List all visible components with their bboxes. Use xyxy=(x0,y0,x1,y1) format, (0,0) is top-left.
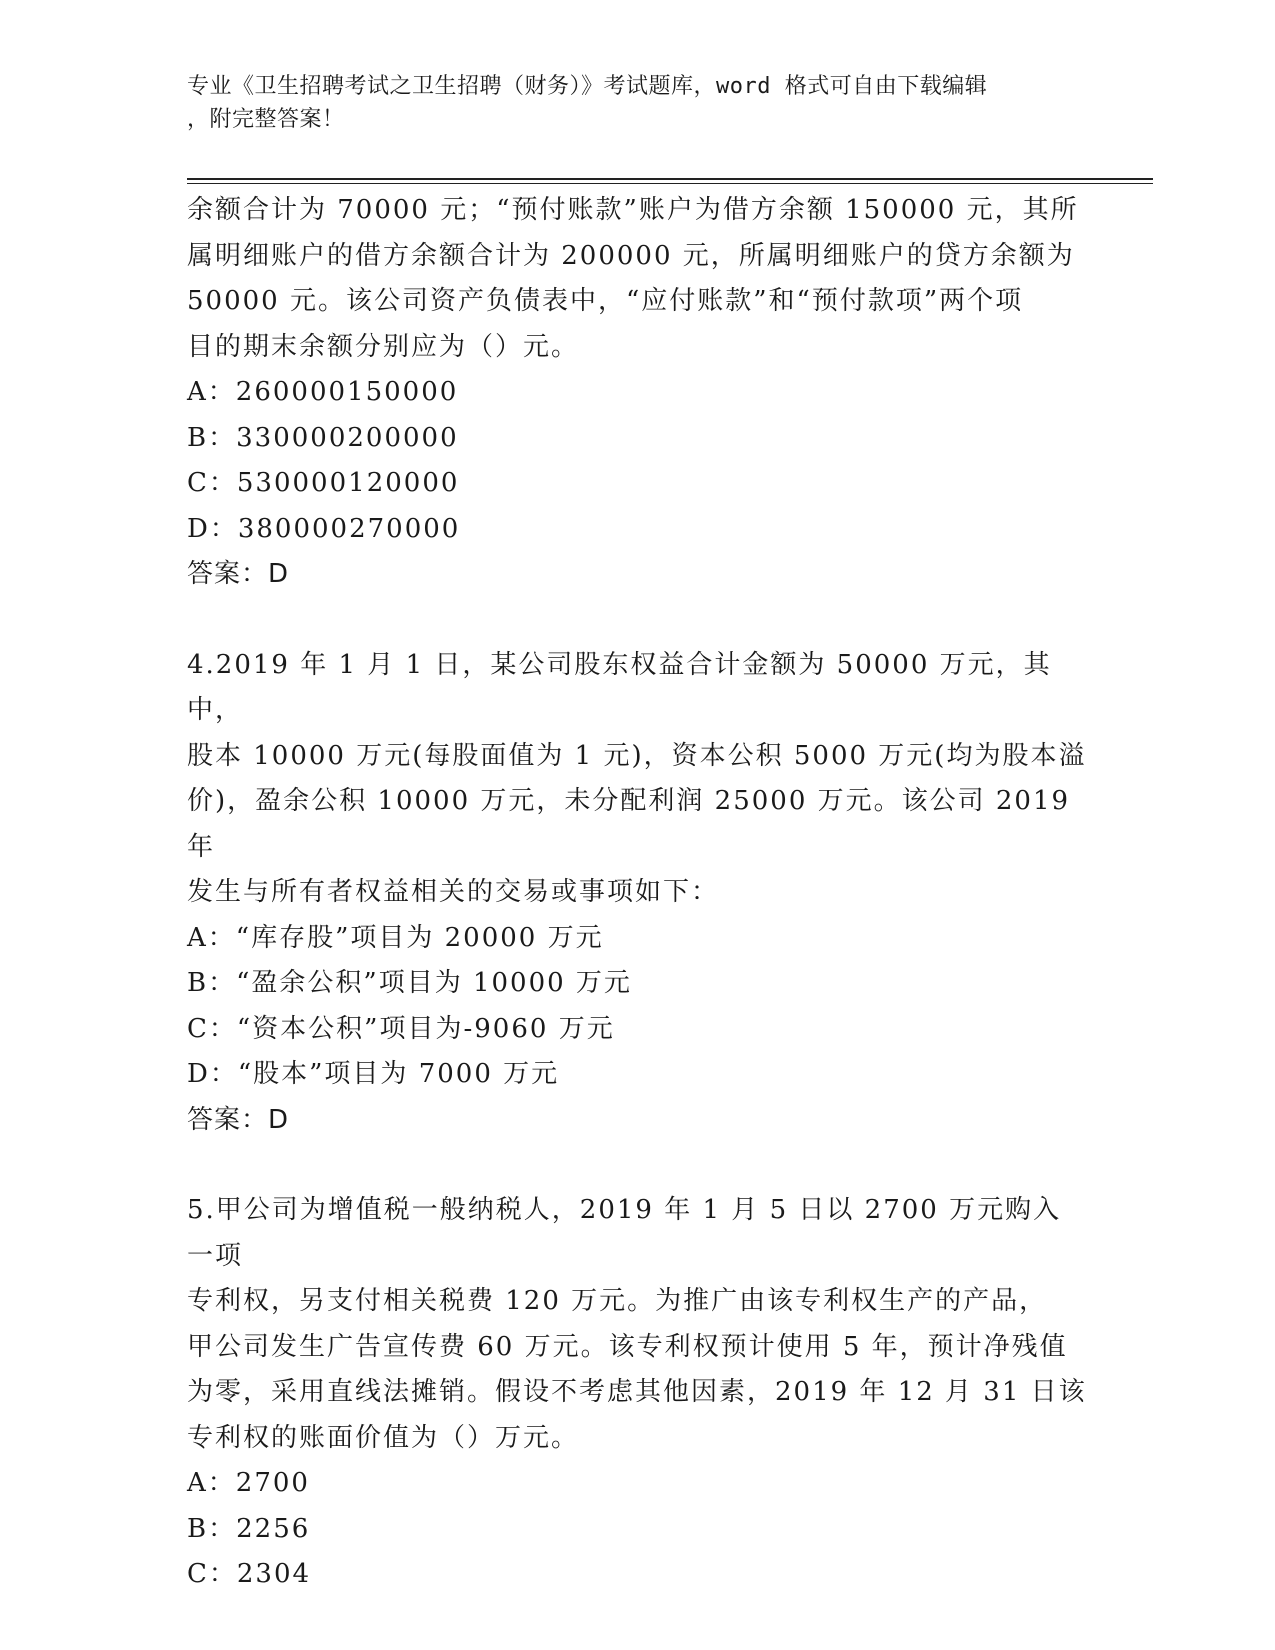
spacer xyxy=(187,1143,1087,1188)
question-4-line-4: 发生与所有者权益相关的交易或事项如下： xyxy=(187,877,720,907)
question-4-line-1: 4.2019 年 1 月 1 日，某公司股东权益合计金额为 50000 万元，其中， xyxy=(187,649,1052,725)
question-5-option-c: C：2304 xyxy=(187,1559,312,1589)
header-title-continuation: ，附完整答案！ xyxy=(187,107,345,132)
question-5 xyxy=(187,1188,1087,1598)
question-4-option-a: A：“库存股”项目为 20000 万元 xyxy=(187,922,604,953)
question-3-option-c: C：530000120000 xyxy=(187,468,460,498)
spacer xyxy=(187,598,1087,643)
question-5-line-2: 专利权，另支付相关税费 120 万元。为推广由该专利权生产的产品， xyxy=(187,1286,1048,1316)
question-3 xyxy=(187,188,1087,598)
question-3-line-2: 属明细账户的借方余额合计为 200000 元，所属明细账户的贷方余额为 xyxy=(187,240,1075,271)
header-title-line: 专业《卫生招聘考试之卫生招聘（财务）》考试题库，word 格式可自由下载编辑 xyxy=(187,74,988,99)
document-body xyxy=(187,188,1087,1598)
question-3-line-3: 50000 元。该公司资产负债表中，“应付账款”和“预付款项”两个项 xyxy=(187,286,1024,316)
question-5-line-4: 为零，采用直线法摊销。假设不考虑其他因素，2019 年 12 月 31 日该 xyxy=(187,1377,1087,1407)
question-5-line-3: 甲公司发生广告宣传费 60 万元。该专利权预计使用 5 年，预计净残值 xyxy=(187,1331,1068,1362)
question-3-option-a: A：260000150000 xyxy=(187,377,459,407)
question-3-option-b: B：330000200000 xyxy=(187,422,459,453)
question-4-option-b: B：“盈余公积”项目为 10000 万元 xyxy=(187,968,632,998)
document-header xyxy=(187,70,1087,136)
header-divider-thin xyxy=(187,183,1153,184)
question-4-answer: 答案：D xyxy=(187,1104,290,1135)
question-4-option-c: C：“资本公积”项目为-9060 万元 xyxy=(187,1013,615,1044)
question-4 xyxy=(187,643,1087,1144)
question-5-option-b: B：2256 xyxy=(187,1513,311,1544)
question-3-option-d: D：380000270000 xyxy=(187,513,461,544)
question-4-line-3: 价)，盈余公积 10000 万元，未分配利润 25000 万元。该公司 2019 年 xyxy=(187,786,1071,862)
question-5-line-1: 5.甲公司为增值税一般纳税人，2019 年 1 月 5 日以 2700 万元购入一项 xyxy=(187,1195,1062,1271)
header-divider-thick xyxy=(187,178,1153,180)
question-4-line-2: 股本 10000 万元(每股面值为 1 元)，资本公积 5000 万元(均为股本溢 xyxy=(187,740,1087,771)
question-5-option-a: A：2700 xyxy=(187,1468,310,1498)
question-5-line-5: 专利权的账面价值为（）万元。 xyxy=(187,1422,580,1453)
question-3-line-1: 余额合计为 70000 元；“预付账款”账户为借方余额 150000 元，其所 xyxy=(187,195,1079,225)
question-3-line-4: 目的期末余额分别应为（）元。 xyxy=(187,331,580,362)
question-4-option-d: D：“股本”项目为 7000 万元 xyxy=(187,1059,560,1089)
question-3-answer: 答案：D xyxy=(187,559,290,589)
